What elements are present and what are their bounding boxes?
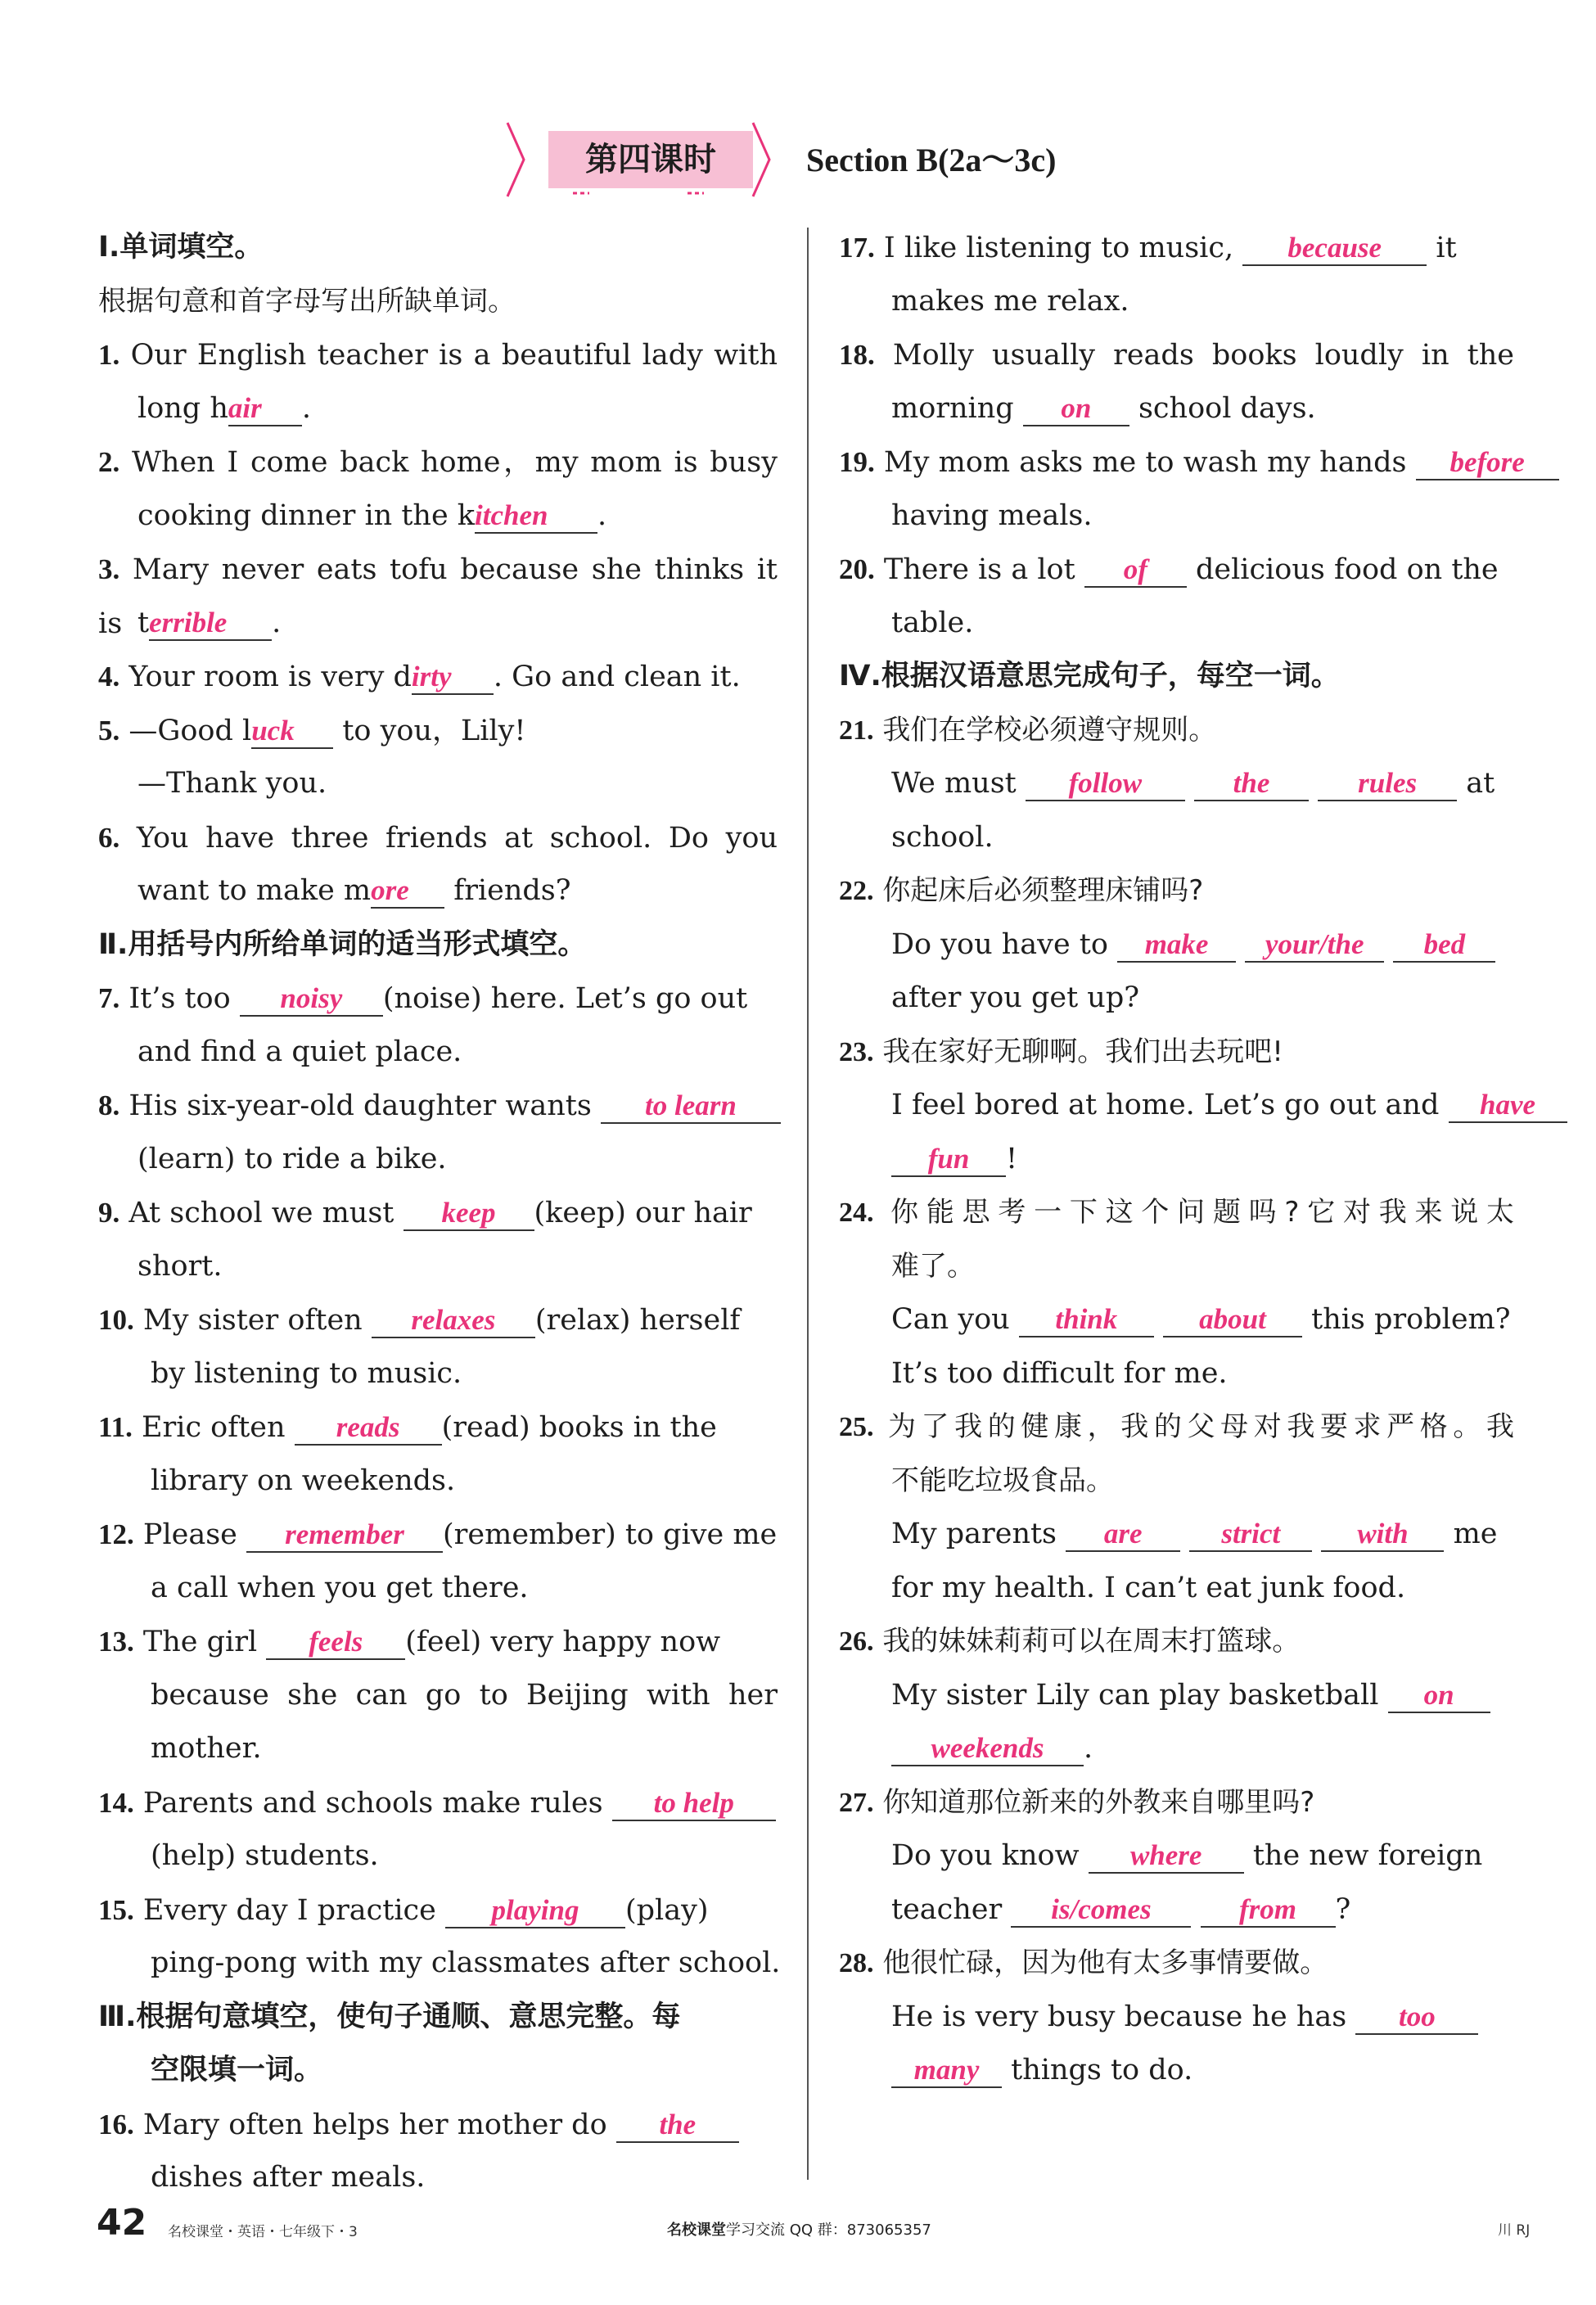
answer-blank[interactable]: is/comes [1011, 1893, 1191, 1928]
question-17-cont: makes me relax. [891, 284, 1129, 318]
question-14: 14. Parents and schools make rules to help [98, 1776, 778, 1830]
question-22-cont: after you get up? [891, 981, 1139, 1014]
section-3-title-cont: 空限填一词。 [151, 2054, 323, 2086]
answer-blank[interactable]: errible [149, 607, 272, 641]
question-18: 18. Molly usually reads books loudly in the [839, 339, 1514, 372]
answer-blank[interactable]: think [1019, 1303, 1154, 1337]
answer-blank[interactable]: are [1066, 1518, 1180, 1552]
question-2-cont: cooking dinner in the kitchen . [138, 498, 607, 532]
answer-blank[interactable]: rules [1318, 767, 1457, 801]
question-9-cont: short. [138, 1249, 223, 1283]
section-1-instruction: 根据句意和首字母写出所缺单词。 [98, 284, 516, 318]
answer-blank[interactable]: your/the [1245, 928, 1384, 963]
question-21-prompt: 21. 我们在学校必须遵守规则。 [839, 713, 1217, 747]
question-14-cont: (help) students. [151, 1839, 379, 1872]
answer-blank[interactable]: reads [295, 1411, 442, 1446]
question-16: 16. Mary often helps her mother do the [98, 2098, 778, 2152]
answer-blank[interactable]: before [1416, 446, 1559, 480]
answer-blank[interactable]: the [1194, 767, 1309, 801]
answer-blank[interactable]: the [616, 2109, 739, 2143]
question-22-answer: Do you have to make your/the bed [839, 918, 1514, 972]
question-27-cont: teacher is/comes from ? [891, 1892, 1351, 1926]
answer-blank[interactable]: too [1355, 2001, 1478, 2035]
question-25-cont: for my health. I can’t eat junk food. [891, 1571, 1406, 1604]
question-8-cont: (learn) to ride a bike. [138, 1142, 447, 1175]
column-divider [807, 228, 809, 2180]
section-4-title: Ⅳ.根据汉语意思完成句子，每空一词。 [839, 660, 1340, 692]
answer-blank[interactable]: where [1089, 1839, 1244, 1874]
question-24-prompt-cont: 难了。 [891, 1249, 975, 1283]
question-12: 12. Please remember (remember) to give me [98, 1518, 778, 1551]
answer-blank[interactable]: playing [445, 1894, 625, 1928]
section-2-title: Ⅱ.用括号内所给单词的适当形式填空。 [98, 927, 587, 961]
answer-blank[interactable]: many [891, 2054, 1002, 2088]
answer-blank[interactable]: on [1388, 1679, 1490, 1713]
question-4: 4. Your room is very dirty . Go and clean it. [98, 661, 741, 693]
answer-blank[interactable]: from [1201, 1893, 1336, 1928]
question-23-cont: fun ! [839, 1133, 1514, 1187]
question-8: 8. His six-year-old daughter wants to learn [98, 1079, 778, 1133]
question-26-answer: My sister Lily can play basketball on [839, 1669, 1514, 1723]
question-28-answer: He is very busy because he has too [839, 1991, 1514, 2045]
question-26-cont: weekends . [839, 1722, 1514, 1776]
question-15: 15. Every day I practice playing (play) [98, 1893, 709, 1927]
answer-blank[interactable]: to help [612, 1787, 776, 1821]
question-12-cont: a call when you get there. [151, 1571, 529, 1604]
answer-blank[interactable]: with [1321, 1518, 1444, 1552]
question-16-cont: dishes after meals. [151, 2161, 426, 2194]
question-28-cont: many things to do. [839, 2044, 1514, 2098]
answer-blank[interactable]: of [1084, 553, 1187, 588]
question-13-cont: because she can go to Beijing with her [151, 1678, 778, 1712]
answer-blank[interactable]: ore [371, 874, 444, 909]
question-13: 13. The girl feels (feel) very happy now [98, 1626, 721, 1658]
question-25-prompt: 25. 为了我的健康，我的父母对我要求严格。我 [839, 1410, 1515, 1443]
question-10: 10. My sister often relaxes (relax) herself [98, 1304, 741, 1337]
answer-blank[interactable]: have [1449, 1089, 1567, 1123]
question-19: 19. My mom asks me to wash my hands before [839, 435, 1514, 489]
answer-blank[interactable]: itchen [475, 499, 597, 534]
answer-blank[interactable]: relaxes [372, 1304, 535, 1338]
book-info: 名校课堂・英语・七年级下・3 [168, 2224, 358, 2240]
question-22-prompt: 22. 你起床后必须整理床铺吗? [839, 874, 1204, 907]
left-column [98, 221, 781, 2205]
answer-blank[interactable]: weekends [891, 1732, 1084, 1766]
question-9: 9. At school we must keep (keep) our hair [98, 1197, 752, 1229]
question-28-prompt: 28. 他很忙碌，因为他有太多事情要做。 [839, 1946, 1328, 1979]
question-24-cont: It’s too difficult for me. [891, 1356, 1228, 1390]
question-6: 6. You have three friends at school. Do you [98, 821, 778, 855]
question-13-cont2: mother. [151, 1732, 262, 1765]
answer-blank[interactable]: air [228, 392, 302, 426]
brand-info [667, 2218, 931, 2240]
question-11-cont: library on weekends. [151, 1464, 456, 1497]
answer-blank[interactable]: strict [1189, 1518, 1312, 1552]
question-5-reply: —Thank you. [138, 767, 327, 800]
question-15-cont: ping-pong with my classmates after school. [151, 1946, 781, 1979]
question-23-prompt: 23. 我在家好无聊啊。我们出去玩吧! [839, 1035, 1283, 1068]
answer-blank[interactable]: because [1242, 232, 1427, 266]
answer-blank[interactable]: remember [246, 1518, 443, 1553]
question-6-cont: want to make more friends? [138, 874, 571, 907]
answer-blank[interactable]: keep [404, 1197, 534, 1231]
question-11: 11. Eric often reads (read) books in the [98, 1411, 717, 1444]
question-25-prompt-cont: 不能吃垃圾食品。 [891, 1464, 1114, 1497]
answer-blank[interactable]: follow [1026, 767, 1185, 801]
answer-blank[interactable]: irty [412, 661, 494, 695]
question-7-cont: and find a quiet place. [138, 1035, 462, 1068]
question-26-prompt: 26. 我的妹妹莉莉可以在周末打篮球。 [839, 1625, 1301, 1658]
question-20: 20. There is a lot of delicious food on the [839, 553, 1499, 586]
brand-logo-text: 名校课堂 [667, 2222, 726, 2239]
question-7: 7. It’s too noisy (noise) here. Let’s go out [98, 982, 748, 1015]
answer-blank[interactable]: on [1023, 392, 1129, 426]
section-title: Section B(2a～3c) [806, 142, 1057, 178]
question-25-answer: My parents are strict with me [891, 1518, 1498, 1550]
question-19-cont: having meals. [891, 498, 1093, 532]
section-3-title: Ⅲ.根据句意填空，使句子通顺、意思完整。每 [98, 2000, 681, 2033]
question-21-answer: We must follow the rules at [891, 767, 1495, 800]
page-number: 42 [97, 2202, 147, 2244]
answer-blank[interactable]: noisy [240, 982, 383, 1017]
question-5: 5. —Good luck to you，Lily! [98, 714, 526, 747]
page-footer [0, 2202, 1596, 2251]
answer-blank[interactable]: make [1117, 928, 1236, 963]
qq-group: 学习交流 QQ 群：873065357 [726, 2222, 931, 2239]
question-27-prompt: 27. 你知道那位新来的外教来自哪里吗? [839, 1785, 1315, 1819]
question-21-cont: school. [891, 820, 994, 854]
question-3-cont: terrible . [138, 606, 282, 639]
edition-code: 川 RJ [1498, 2222, 1531, 2239]
question-24-answer: Can you think about this problem? [891, 1303, 1511, 1336]
question-17: 17. I like listening to music, because it [839, 232, 1457, 264]
question-2: 2. When I come back home，my mom is busy [98, 446, 778, 479]
section-1-title: Ⅰ.单词填空。 [98, 231, 264, 264]
question-1-cont: long hair . [138, 391, 312, 425]
lesson-label: 第四课时 [548, 131, 753, 188]
question-10-cont: by listening to music. [151, 1356, 462, 1390]
question-27-answer: Do you know where the new foreign [891, 1839, 1483, 1872]
answer-blank[interactable]: to learn [601, 1089, 781, 1124]
question-3: 3. Mary never eats tofu because she thinks it is [98, 553, 778, 640]
answer-blank[interactable]: feels [266, 1626, 405, 1660]
answer-blank[interactable]: fun [891, 1143, 1006, 1177]
answer-blank[interactable]: about [1163, 1303, 1302, 1337]
question-18-cont: morning on school days. [891, 391, 1316, 425]
question-1: 1. Our English teacher is a beautiful lady with [98, 339, 778, 372]
question-20-cont: table. [891, 606, 974, 639]
question-23-answer: I feel bored at home. Let’s go out and have [839, 1079, 1514, 1133]
answer-blank[interactable]: bed [1393, 928, 1495, 963]
question-24-prompt: 24. 你能思考一下这个问题吗?它对我来说太 [839, 1196, 1515, 1229]
right-column [839, 221, 1536, 2098]
answer-blank[interactable]: uck [251, 715, 333, 749]
